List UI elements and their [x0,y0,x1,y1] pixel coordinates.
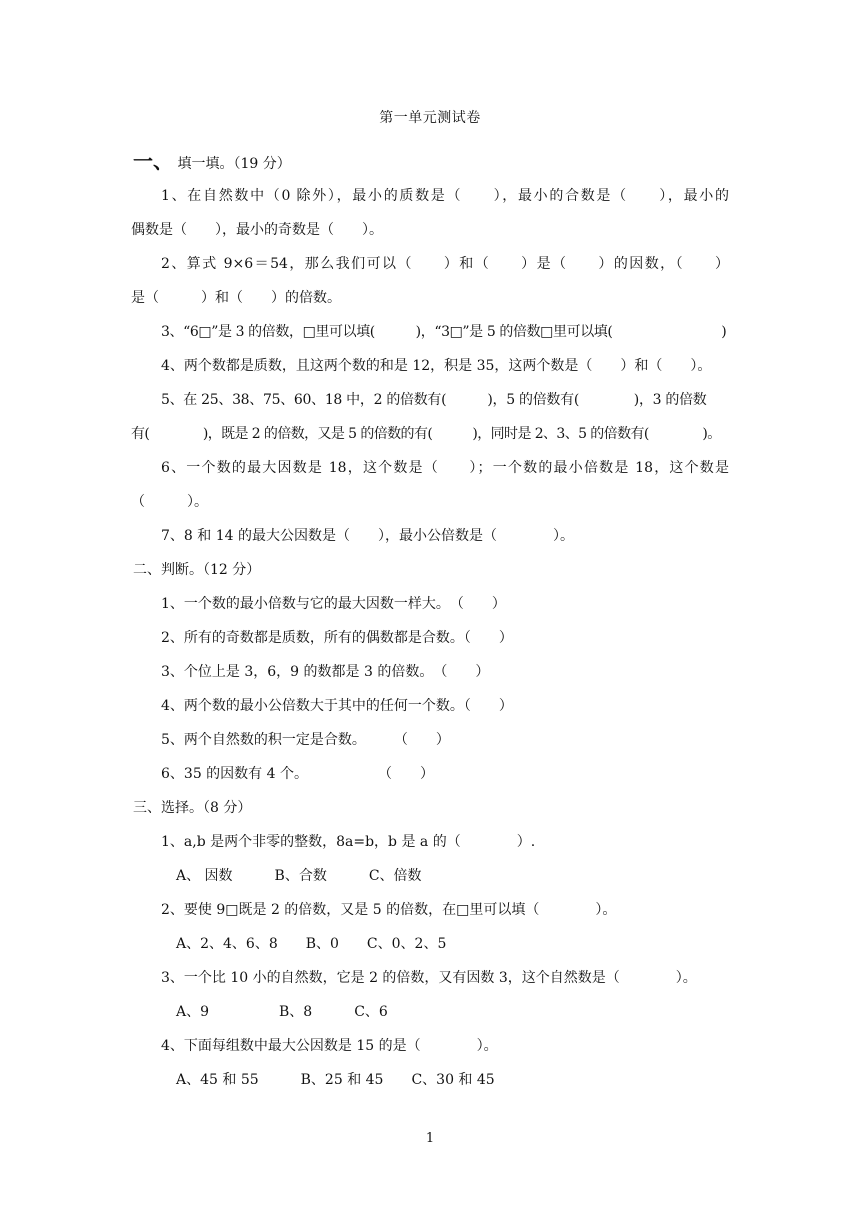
s1-q5-line2: 有( )，既是 2 的倍数，又是 5 的倍数的有( )，同时是 2、3、5 的倍数有( )。 [131,426,721,442]
s1-q4: 4、两个数都是质数，且这两个数的和是 12，积是 35，这两个数是（ ）和（ ）。 [161,358,712,374]
section1-title: 填一填。（19 分） [173,156,291,172]
s3-q4-options: A、45 和 55 B、25 和 45 C、30 和 45 [176,1072,495,1088]
s1-q2-line1: 2、算式 9×6＝54，那么我们可以（ ）和（ ）是（ ）的因数，（ ） [161,256,729,272]
section2-heading: 二、判断。（12 分） [133,562,261,578]
s3-q1-options: A、 因数 B、合数 C、倍数 [176,868,422,884]
s3-q4: 4、下面每组数中最大公因数是 15 的是（ ）。 [161,1038,498,1054]
s1-q2-line2: 是（ ）和（ ）的倍数。 [131,290,341,306]
s1-q3: 3、“6□”是 3 的倍数，□里可以填( )，“3□”是 5 的倍数□里可以填( ) [161,324,727,340]
section1-heading [133,151,291,174]
s2-q5: 5、两个自然数的积一定是合数。 （ ） [161,732,450,748]
s3-q3: 3、一个比 10 小的自然数，它是 2 的倍数，又有因数 3，这个自然数是（ ）。 [161,970,697,986]
s3-q2-options: A、2、4、6、8 B、0 C、0、2、5 [176,936,447,952]
s1-q1-line2: 偶数是（ ），最小的奇数是（ ）。 [131,222,383,238]
s3-q3-options: A、9 B、8 C、6 [176,1004,388,1020]
s2-q2: 2、所有的奇数都是质数，所有的偶数都是合数。（ ） [161,630,513,646]
s1-q6-line2: （ ）。 [131,494,208,510]
s1-q6-line1: 6、一个数的最大因数是 18，这个数是（ ）；一个数的最小倍数是 18，这个数是 [161,460,729,476]
page-title: 第一单元测试卷 [379,110,481,126]
section1-number: 一、 [133,149,173,173]
section3-heading: 三、选择。（8 分） [133,800,252,816]
s1-q5-line1: 5、在 25、38、75、60、18 中，2 的倍数有( )，5 的倍数有( )，3 的倍数 [161,392,707,408]
s1-q7: 7、8 和 14 的最大公因数是（ ），最小公倍数是（ ）。 [161,528,574,544]
s3-q1: 1、a,b 是两个非零的整数，8a=b，b 是 a 的（ ）. [161,834,536,850]
page-number: 1 [425,1131,435,1146]
s2-q4: 4、两个数的最小公倍数大于其中的任何一个数。（ ） [161,698,513,714]
s2-q1: 1、一个数的最小倍数与它的最大因数一样大。 （ ） [161,596,506,612]
s3-q2: 2、要使 9□既是 2 的倍数，又是 5 的倍数，在□里可以填（ ）。 [161,902,617,918]
s1-q1-line1: 1、在自然数中（0 除外），最小的质数是（ ），最小的合数是（ ），最小的 [161,188,729,204]
s2-q6: 6、35 的因数有 4 个。 （ ） [161,766,434,782]
s2-q3: 3、个位上是 3，6，9 的数都是 3 的倍数。 （ ） [161,664,490,680]
